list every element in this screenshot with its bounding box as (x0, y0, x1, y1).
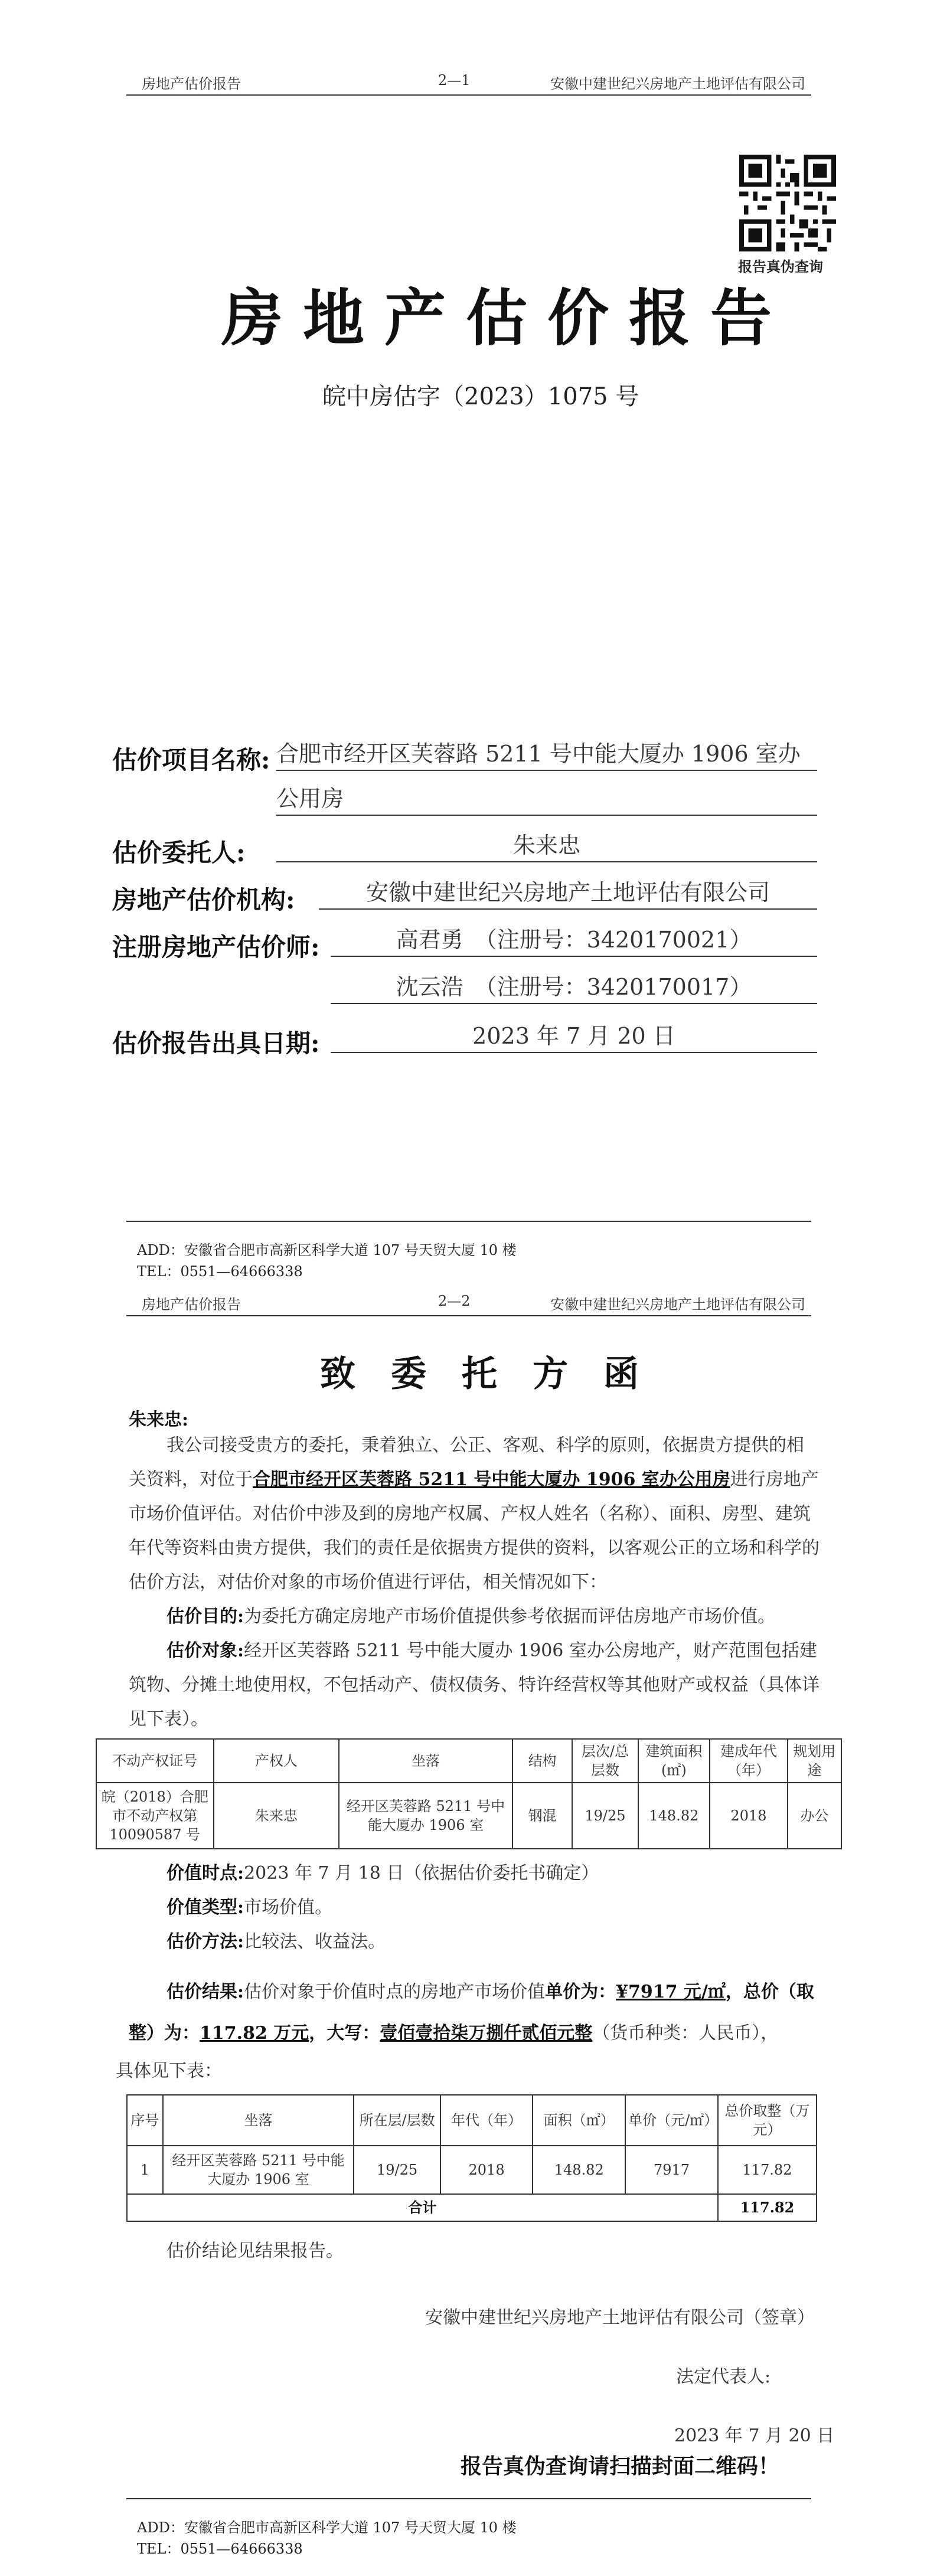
value-type: 价值类型:市场价值。 (166, 1897, 333, 1918)
total-label: 合计 (127, 2194, 718, 2221)
report-title: 房地产估价报告 (221, 282, 792, 354)
signing-date: 2023 年 7 月 20 日 (674, 2425, 835, 2446)
table-header: 序号 (127, 2095, 163, 2146)
table-cell: 2018 (710, 1783, 788, 1849)
footer-address: ADD：安徽省合肥市高新区科学大道 107 号天贸大厦 10 楼 (137, 2519, 517, 2536)
table-cell: 经开区芙蓉路 5211 号中能大厦办 1906 室 (163, 2146, 354, 2194)
table-header: 结构 (512, 1739, 572, 1783)
table-cell: 19/25 (354, 2146, 440, 2194)
valuation-result: 估价结果:估价对象于价值时点的房地产市场价值单价为：¥7917 元/㎡，总价（取整）为：117.82 万元，大写：壹佰壹拾柒万捌仟贰佰元整（货币种类：人民币）， (129, 1982, 814, 2044)
page-header-left: 房地产估价报告 (142, 1296, 241, 1313)
client-value: 朱来忠 (276, 829, 817, 862)
table-header: 年代（年） (440, 2095, 533, 2146)
client-label: 估价委托人: (112, 838, 246, 867)
agency-value: 安徽中建世纪兴房地产土地评估有限公司 (319, 877, 817, 910)
qr-code-icon[interactable] (739, 155, 836, 251)
table-cell: 皖（2018）合肥市不动产权第10090587 号 (96, 1783, 214, 1849)
total-value: 117.82 (718, 2194, 817, 2221)
table-header: 所在层/层数 (354, 2095, 440, 2146)
page-header-number: 2—1 (438, 72, 471, 89)
salutation: 朱来忠: (129, 1410, 189, 1430)
table-header: 总价取整（万元） (718, 2095, 817, 2146)
table-header: 坐落 (163, 2095, 354, 2146)
table-header: 层次/总层数 (572, 1739, 638, 1783)
appraiser-2: 沈云浩 （注册号：3420170017） (331, 971, 817, 1004)
purpose-paragraph: 估价目的:为委托方确定房地产市场价值提供参考依据而评估房地产市场价值。 (166, 1606, 776, 1627)
result-table (126, 2094, 817, 2222)
object-paragraph: 估价对象:经开区芙蓉路 5211 号中能大厦办 1906 室办公房地产，财产范围包括建筑物、分摊土地使用权，不包括动产、债权债务、特许经营权等其他财产或权益（具体详见下表）。 (129, 1640, 820, 1730)
document-number: 皖中房估字（2023）1075 号 (322, 383, 639, 410)
appraiser-1: 高君勇 （注册号：3420170021） (331, 924, 817, 957)
table-cell: 朱来忠 (214, 1783, 339, 1849)
total-price: 117.82 万元 (200, 2023, 309, 2044)
table-header: 建筑面积(㎡) (638, 1739, 710, 1783)
table-cell: 117.82 (718, 2146, 817, 2194)
agency-label: 房地产估价机构: (112, 885, 295, 914)
table-cell: 2018 (440, 2146, 533, 2194)
verification-tagline: 报告真伪查询请扫描封面二维码！ (461, 2454, 780, 2479)
letter-title: 致委托方函 (320, 1354, 674, 1395)
qr-caption: 报告真伪查询 (738, 258, 823, 275)
detail-intro: 具体见下表： (116, 2061, 222, 2081)
table-header: 产权人 (214, 1739, 339, 1783)
table-header: 规划用途 (788, 1739, 841, 1783)
table-header-row (96, 1739, 841, 1783)
footer-tel: TEL：0551—64666338 (137, 1263, 303, 1280)
project-name-line1: 合肥市经开区芙蓉路 5211 号中能大厦办 1906 室办 (276, 738, 817, 771)
intro-paragraph: 我公司接受贵方的委托，秉着独立、公正、客观、科学的原则，依据贵方提供的相关资料，对位于合肥市经开区芙蓉路 5211 号中能大厦办 1906 室办公用房进行房地产市场价值评估。对估价中涉及到的房地产权属、产权人姓名（名称）、面积、房型、建筑年代等资料由贵方提供，我们的责任是依据贵方提供的资料，以客观公正的立场和科学的估价方法，对估价对象的市场价值进行评估，相关情况如下： (129, 1435, 820, 1593)
table-cell: 办公 (788, 1783, 841, 1849)
table-cell: 1 (127, 2146, 163, 2194)
page-header-company: 安徽中建世纪兴房地产土地评估有限公司 (550, 1296, 805, 1313)
page-header-number: 2—2 (438, 1293, 471, 1309)
table-header: 不动产权证号 (96, 1739, 214, 1783)
footer-tel: TEL：0551—64666338 (137, 2541, 303, 2557)
unit-price: ¥7917 元/㎡ (616, 1982, 726, 2002)
table-header: 建成年代（年） (710, 1739, 788, 1783)
table-cell: 19/25 (572, 1783, 638, 1849)
value-time: 价值时点:2023 年 7 月 18 日（依据估价委托书确定） (166, 1863, 599, 1884)
conclusion-note: 估价结论见结果报告。 (166, 2241, 344, 2261)
property-table (96, 1738, 842, 1849)
table-cell: 148.82 (638, 1783, 710, 1849)
report-date-value: 2023 年 7 月 20 日 (331, 1020, 817, 1053)
table-header: 单价（元/㎡） (625, 2095, 718, 2146)
appraiser-label: 注册房地产估价师: (112, 933, 320, 962)
project-name-label: 估价项目名称: (112, 746, 270, 774)
property-location: 合肥市经开区芙蓉路 5211 号中能大厦办 1906 室办公用房 (253, 1469, 730, 1490)
table-header: 坐落 (339, 1739, 512, 1783)
valuation-method: 估价方法:比较法、收益法。 (166, 1931, 386, 1952)
table-cell: 148.82 (533, 2146, 625, 2194)
footer-rule (126, 2498, 811, 2499)
table-header-row (127, 2095, 817, 2146)
table-row (127, 2146, 817, 2194)
signing-company: 安徽中建世纪兴房地产土地评估有限公司（签章） (425, 2307, 815, 2328)
table-total-row (127, 2194, 817, 2221)
total-price-capital: 壹佰壹拾柒万捌仟贰佰元整 (380, 2023, 593, 2044)
project-name-line2: 公用房 (276, 783, 817, 816)
header-rule (126, 1315, 811, 1316)
report-date-label: 估价报告出具日期: (112, 1029, 320, 1058)
table-cell: 经开区芙蓉路 5211 号中能大厦办 1906 室 (339, 1783, 512, 1849)
footer-address: ADD：安徽省合肥市高新区科学大道 107 号天贸大厦 10 楼 (137, 1242, 517, 1258)
table-cell: 钢混 (512, 1783, 572, 1849)
page-header-left: 房地产估价报告 (142, 76, 241, 92)
page-header-company: 安徽中建世纪兴房地产土地评估有限公司 (550, 76, 805, 92)
table-cell: 7917 (625, 2146, 718, 2194)
header-rule (126, 94, 811, 96)
table-header: 面积（㎡） (533, 2095, 625, 2146)
table-row (96, 1783, 841, 1849)
footer-rule (126, 1221, 811, 1222)
legal-representative: 法定代表人: (676, 2366, 771, 2387)
